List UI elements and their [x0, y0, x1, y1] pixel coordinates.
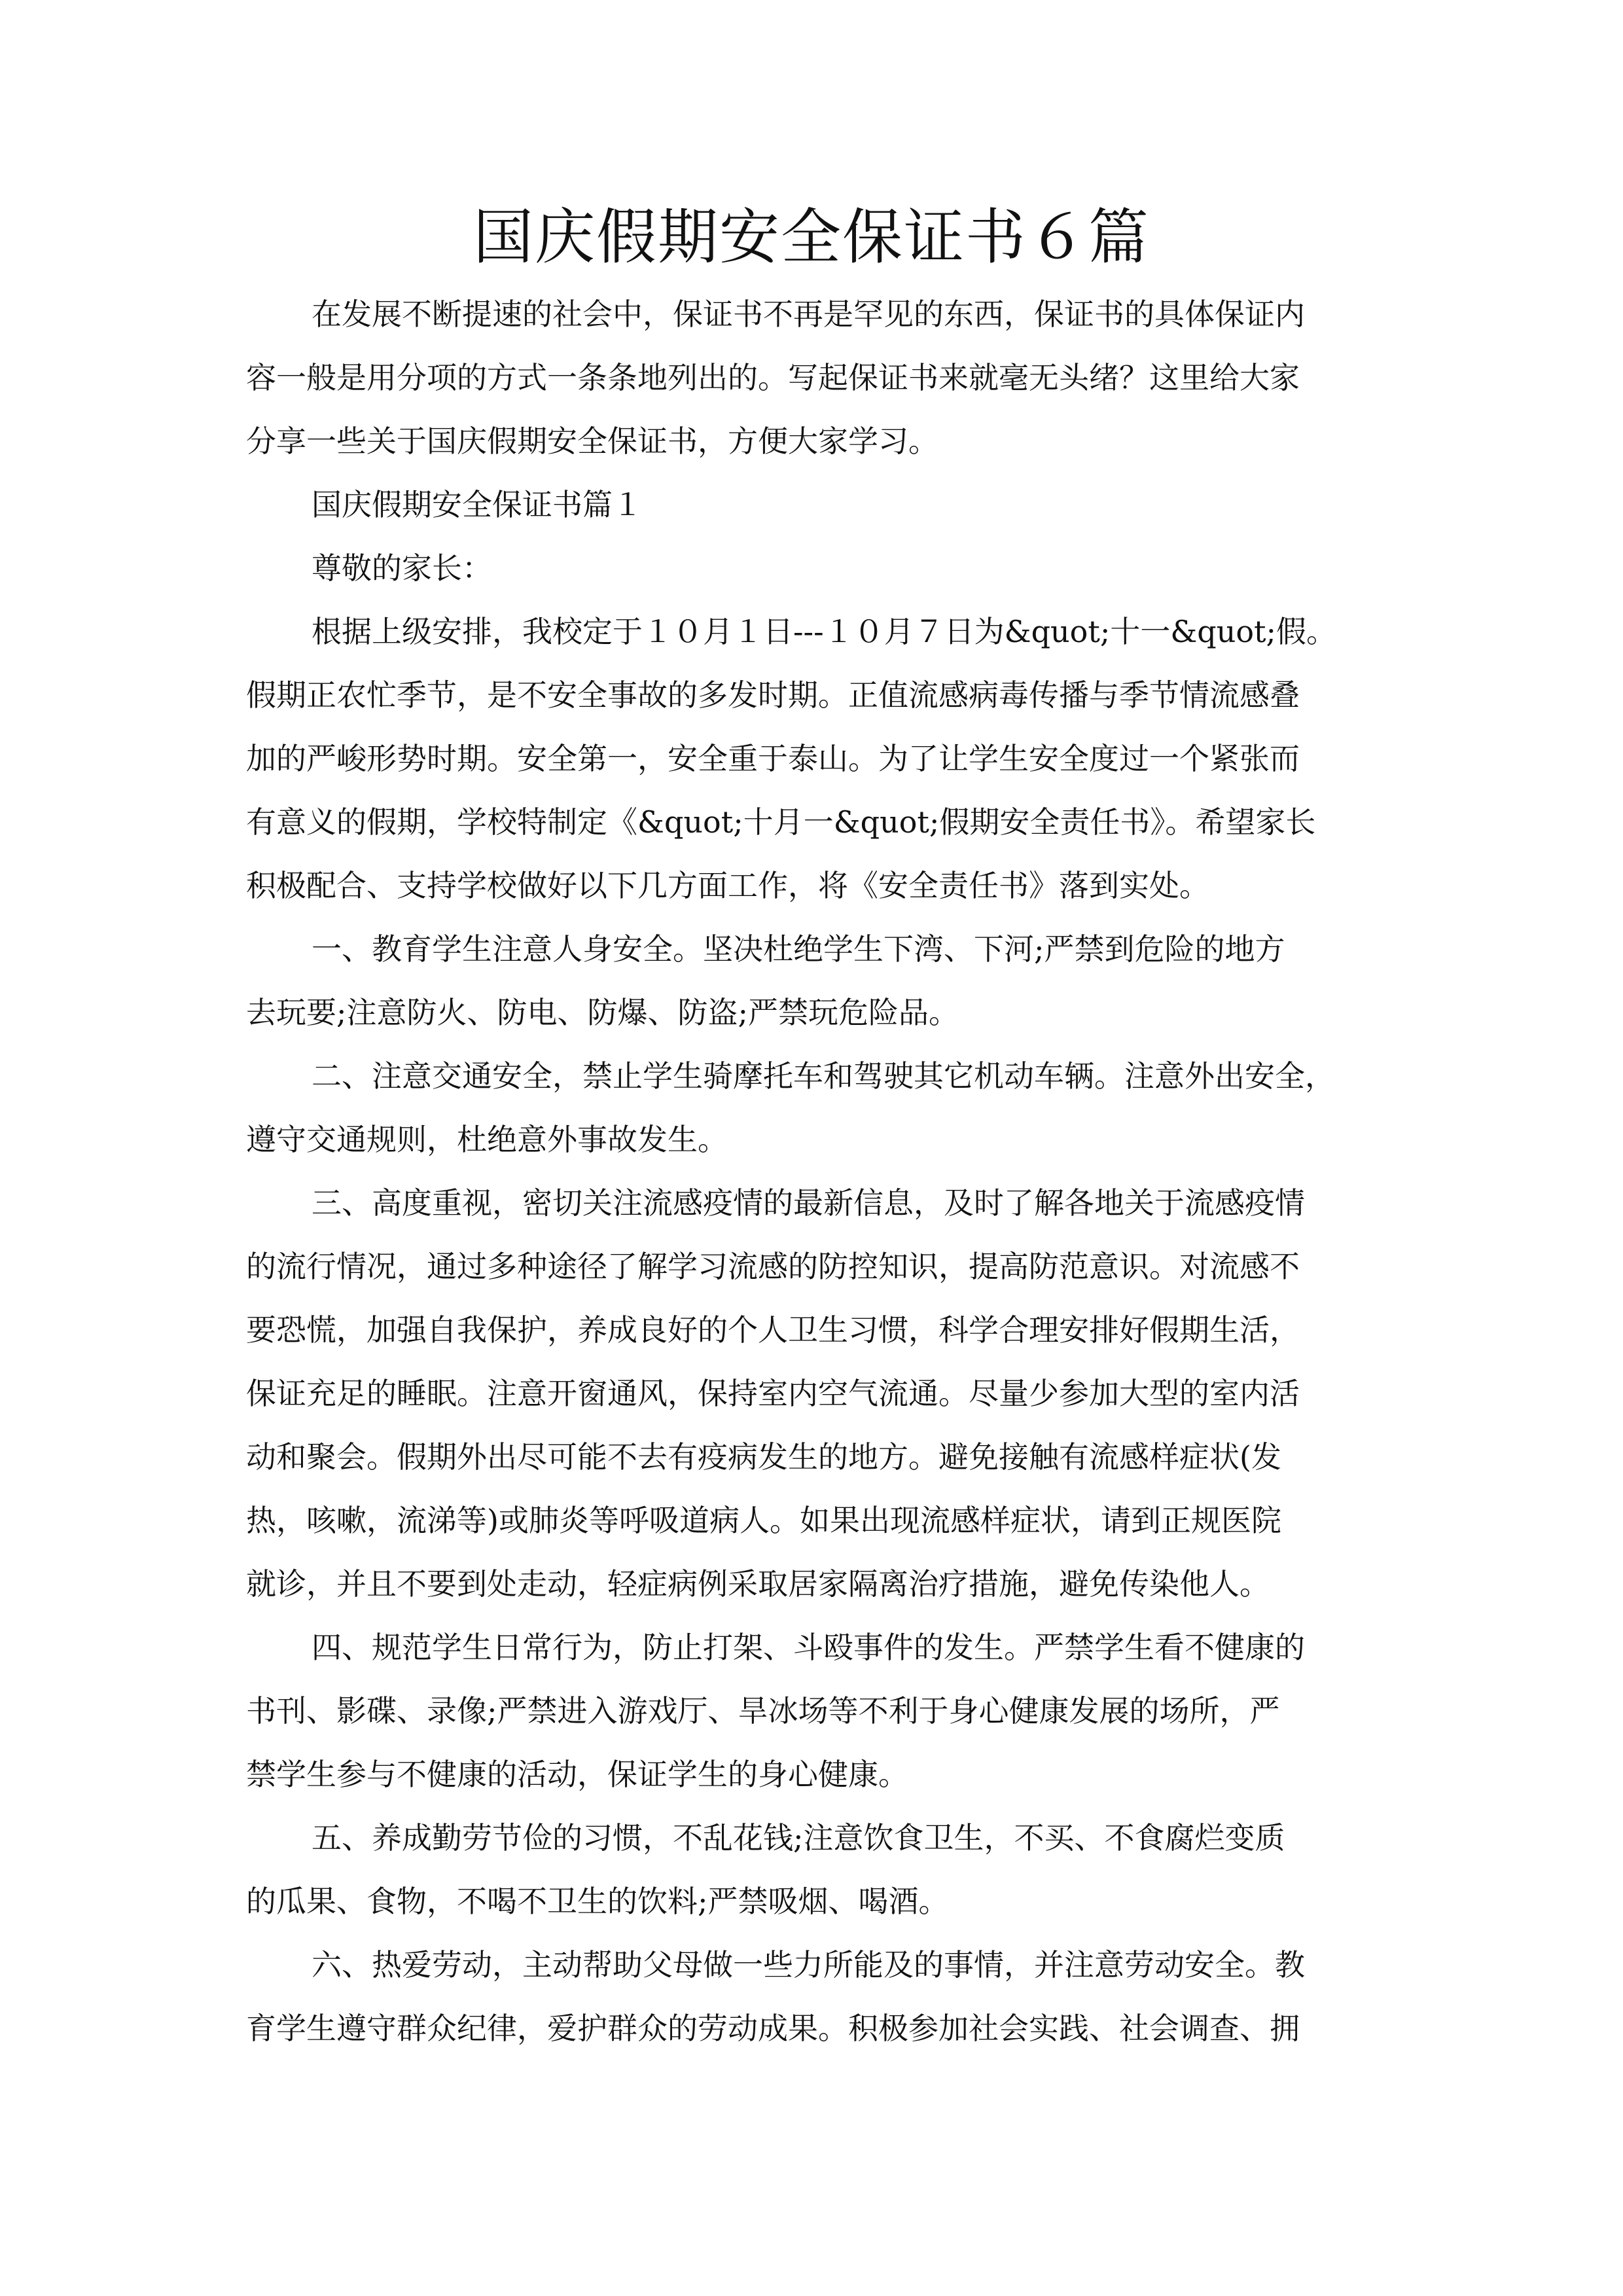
section-heading: 国庆假期安全保证书篇１ — [312, 487, 643, 522]
text-line: 积极配合、支持学校做好以下几方面工作，将《安全责任书》落到实处。 — [246, 868, 1209, 903]
text-line: 一、教育学生注意人身安全。坚决杜绝学生下湾、下河;严禁到危险的地方 — [312, 931, 1285, 967]
text-line: 加的严峻形势时期。安全第一，安全重于泰山。为了让学生安全度过一个紧张而 — [246, 741, 1300, 776]
text-line: 育学生遵守群众纪律，爱护群众的劳动成果。积极参加社会实践、社会调查、拥 — [246, 2011, 1300, 2046]
text-line: 分享一些关于国庆假期安全保证书，方便大家学习。 — [246, 423, 938, 459]
text-line: 假期正农忙季节，是不安全事故的多发时期。正值流感病毒传播与季节情流感叠 — [246, 677, 1300, 713]
text-line: 就诊，并且不要到处走动，轻症病例采取居家隔离治疗措施，避免传染他人。 — [246, 1566, 1270, 1602]
text-line: 动和聚会。假期外出尽可能不去有疫病发生的地方。避免接触有流感样症状(发 — [246, 1439, 1281, 1475]
text-line: 去玩要;注意防火、防电、防爆、防盗;严禁玩危险品。 — [246, 995, 959, 1030]
text-line: 禁学生参与不健康的活动，保证学生的身心健康。 — [246, 1757, 908, 1792]
text-line: 的瓜果、食物，不喝不卫生的饮料;严禁吸烟、喝酒。 — [246, 1884, 949, 1919]
text-line: 四、规范学生日常行为，防止打架、斗殴事件的发生。严禁学生看不健康的 — [312, 1630, 1305, 1665]
text-line: 容一般是用分项的方式一条条地列出的。写起保证书来就毫无头绪？这里给大家 — [246, 360, 1300, 395]
text-line: 五、养成勤劳节俭的习惯，不乱花钱;注意饮食卫生，不买、不食腐烂变质 — [312, 1820, 1285, 1856]
document-title: 国庆假期安全保证书６篇 — [473, 202, 1150, 272]
text-line: 二、注意交通安全，禁止学生骑摩托车和驾驶其它机动车辆。注意外出安全， — [312, 1058, 1335, 1094]
text-line: 书刊、影碟、录像;严禁进入游戏厅、旱冰场等不利于身心健康发展的场所，严 — [246, 1693, 1280, 1729]
salutation: 尊敬的家长： — [312, 550, 492, 586]
text-line: 根据上级安排，我校定于１０月１日---１０月７日为&quot;十一&quot;假。 — [312, 614, 1337, 649]
text-line: 六、热爱劳动，主动帮助父母做一些力所能及的事情，并注意劳动安全。教 — [312, 1947, 1305, 1982]
document-body — [246, 283, 1378, 2060]
text-line: 的流行情况，通过多种途径了解学习流感的防控知识，提高防范意识。对流感不 — [246, 1249, 1300, 1284]
text-line: 热，咳嗽，流涕等)或肺炎等呼吸道病人。如果出现流感样症状，请到正规医院 — [246, 1503, 1281, 1538]
text-line: 三、高度重视，密切关注流感疫情的最新信息，及时了解各地关于流感疫情 — [312, 1185, 1305, 1221]
text-line: 在发展不断提速的社会中，保证书不再是罕见的东西，保证书的具体保证内 — [312, 296, 1305, 332]
text-line: 要恐慌，加强自我保护，养成良好的个人卫生习惯，科学合理安排好假期生活， — [246, 1312, 1300, 1348]
text-line: 遵守交通规则，杜绝意外事故发生。 — [246, 1122, 728, 1157]
text-line: 保证充足的睡眠。注意开窗通风，保持室内空气流通。尽量少参加大型的室内活 — [246, 1376, 1300, 1411]
text-line: 有意义的假期，学校特制定《&quot;十月一&quot;假期安全责任书》。希望家长 — [246, 804, 1316, 840]
